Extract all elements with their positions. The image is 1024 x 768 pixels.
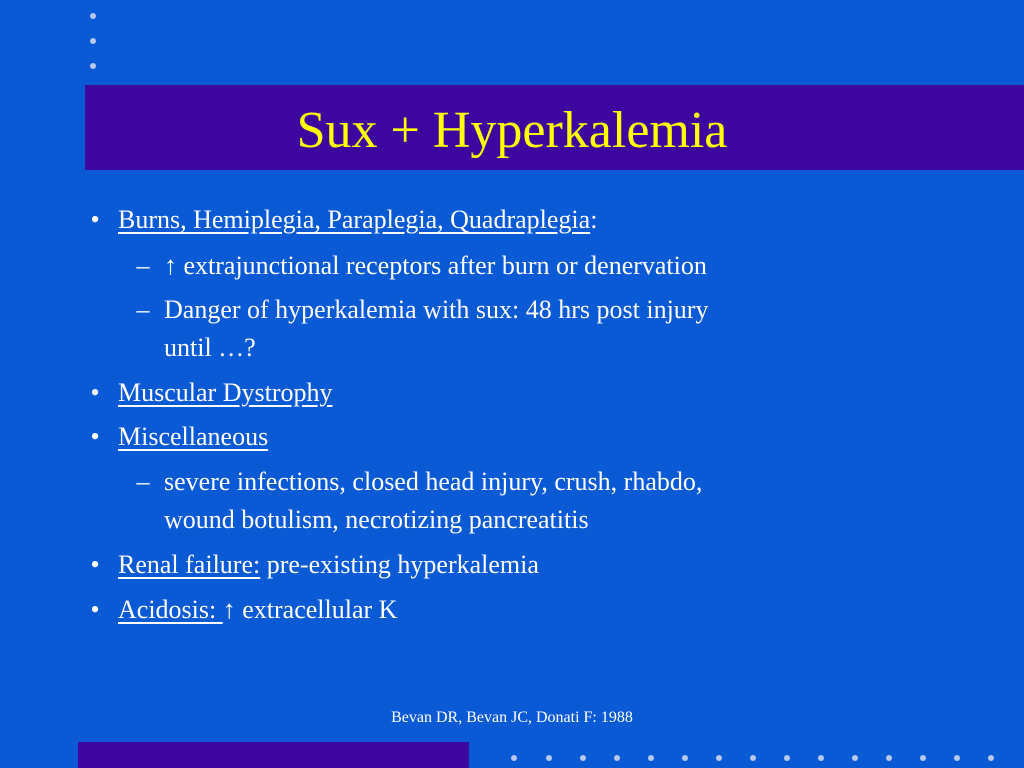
decor-dot xyxy=(716,755,722,761)
bullet-heading: Renal failure: xyxy=(118,550,261,579)
bullet-marker: • xyxy=(90,205,100,234)
bullet-heading: Muscular Dystrophy xyxy=(118,378,333,407)
arrow-up-icon: ↑ xyxy=(164,251,177,280)
bullet-heading: Acidosis: xyxy=(118,595,217,624)
sub-bullet-line-2: until …? xyxy=(164,333,256,362)
dash-marker: – xyxy=(136,467,150,496)
sub-bullet-line-2: wound botulism, necrotizing pancreatitis xyxy=(164,505,589,534)
slide-title: Sux + Hyperkalemia xyxy=(296,102,728,159)
bullet-content xyxy=(118,202,597,238)
decor-dot xyxy=(750,755,756,761)
bullet-marker: • xyxy=(90,378,100,407)
decor-dot xyxy=(511,755,517,761)
bullet-marker: • xyxy=(90,595,100,624)
decor-dot xyxy=(954,755,960,761)
arrow-up-icon: ↑ xyxy=(222,595,236,624)
citation: Bevan DR, Bevan JC, Donati F: 1988 xyxy=(391,709,633,726)
decor-dot xyxy=(988,755,994,761)
dash-marker: – xyxy=(136,295,150,324)
bullet-heading-suffix: : xyxy=(590,205,598,234)
decor-dot xyxy=(886,755,892,761)
bullet-marker: • xyxy=(90,422,100,451)
dash-marker: – xyxy=(136,251,150,280)
bullet-marker: • xyxy=(90,550,100,579)
decor-dot xyxy=(920,755,926,761)
decor-dot xyxy=(580,755,586,761)
bullet-heading: Miscellaneous xyxy=(118,422,269,451)
bullet-rest-text: extracellular K xyxy=(242,595,398,624)
sub-bullet-line-1: severe infections, closed head injury, crush, rhabdo, xyxy=(164,467,703,496)
decor-dot xyxy=(648,755,654,761)
footer-band xyxy=(78,742,469,768)
decor-dot xyxy=(682,755,688,761)
bullet-content xyxy=(118,547,539,583)
bullet-heading: Burns, Hemiplegia, Paraplegia, Quadraplegia xyxy=(118,205,591,234)
bullet-rest-text: pre-existing hyperkalemia xyxy=(266,550,539,579)
sub-bullet-text: extrajunctional receptors after burn or denervation xyxy=(183,251,707,280)
decor-dot xyxy=(614,755,620,761)
sub-bullet-content xyxy=(164,248,707,284)
bullet-content xyxy=(118,592,397,628)
decor-dot xyxy=(546,755,552,761)
sub-bullet-line-1: Danger of hyperkalemia with sux: 48 hrs post injury xyxy=(164,295,709,324)
decor-dot xyxy=(784,755,790,761)
decor-dot xyxy=(852,755,858,761)
decor-dot xyxy=(818,755,824,761)
